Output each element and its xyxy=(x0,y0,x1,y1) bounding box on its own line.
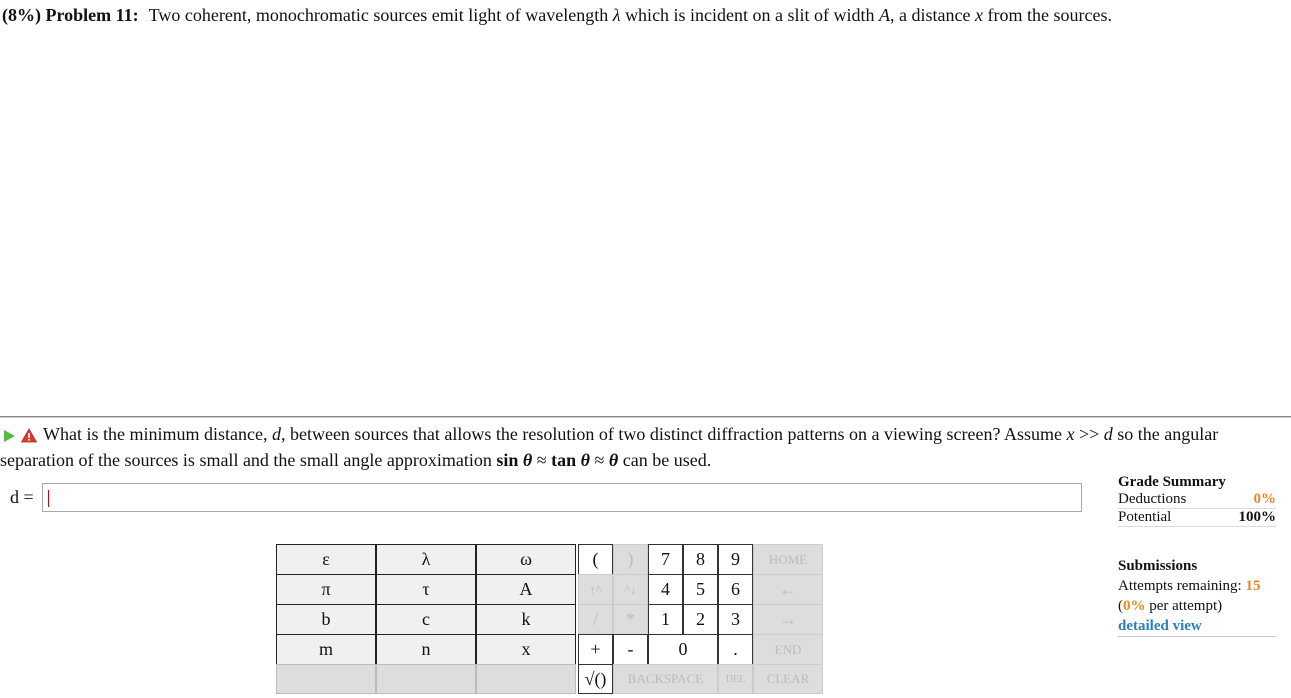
key-paren-open[interactable]: ( xyxy=(578,544,613,575)
key-home[interactable]: HOME xyxy=(753,544,823,575)
key-1[interactable]: 1 xyxy=(648,604,683,635)
key-tau[interactable]: τ xyxy=(376,574,476,605)
attempts-value: 15 xyxy=(1245,578,1261,594)
warning-icon xyxy=(21,428,37,443)
key-empty-3 xyxy=(476,664,576,694)
math-tan: tan xyxy=(551,450,577,470)
potential-row xyxy=(1118,509,1276,527)
key-8[interactable]: 8 xyxy=(683,544,718,575)
attempts-label: Attempts remaining: xyxy=(1118,578,1246,594)
grade-summary-title: Grade Summary xyxy=(1118,474,1226,490)
key-m[interactable]: m xyxy=(276,634,376,665)
question-text-c: >> xyxy=(1074,424,1104,444)
key-6[interactable]: 6 xyxy=(718,574,753,605)
key-del[interactable]: DEL xyxy=(718,664,753,694)
grade-summary xyxy=(1118,474,1276,527)
submissions-panel xyxy=(1118,556,1276,637)
key-backspace[interactable]: BACKSPACE xyxy=(613,664,718,694)
problem-text-c: , a distance xyxy=(890,5,975,25)
key-superscript[interactable]: ↑^ xyxy=(578,574,613,605)
key-lambda[interactable]: λ xyxy=(376,544,476,575)
key-minus[interactable]: - xyxy=(613,634,648,665)
symbol-theta-2: θ xyxy=(580,450,590,470)
key-c[interactable]: c xyxy=(376,604,476,635)
key-k[interactable]: k xyxy=(476,604,576,635)
answer-input[interactable] xyxy=(42,483,1082,512)
deductions-row xyxy=(1118,491,1276,509)
potential-value: 100% xyxy=(1238,509,1276,525)
key-sqrt[interactable]: √() xyxy=(578,664,613,694)
key-epsilon[interactable]: ε xyxy=(276,544,376,575)
problem-text-a: Two coherent, monochromatic sources emit light of wavelength xyxy=(148,5,613,25)
key-A[interactable]: A xyxy=(476,574,576,605)
key-4[interactable]: 4 xyxy=(648,574,683,605)
key-subscript[interactable]: ^↓ xyxy=(613,574,648,605)
key-3[interactable]: 3 xyxy=(718,604,753,635)
problem-percent: (8%) xyxy=(2,5,41,25)
key-divide[interactable]: / xyxy=(578,604,613,635)
key-empty-2 xyxy=(376,664,476,694)
key-plus[interactable]: + xyxy=(578,634,613,665)
key-dot[interactable]: . xyxy=(718,634,753,665)
attempts-line xyxy=(1118,576,1276,596)
key-multiply[interactable]: * xyxy=(613,604,648,635)
submissions-title: Submissions xyxy=(1118,558,1198,574)
key-2[interactable]: 2 xyxy=(683,604,718,635)
key-clear[interactable]: CLEAR xyxy=(753,664,823,694)
problem-statement xyxy=(2,5,1112,26)
approx-1: ≈ xyxy=(532,450,552,470)
question-text xyxy=(0,422,1291,472)
question-text-b: , between sources that allows the resolution of two distinct diffraction patterns on a viewing screen? Assume xyxy=(280,424,1067,444)
key-b[interactable]: b xyxy=(276,604,376,635)
problem-text-d: from the sources. xyxy=(983,5,1112,25)
question-text-a: What is the minimum distance, xyxy=(43,424,272,444)
play-icon[interactable] xyxy=(4,430,15,442)
detailed-view-link[interactable]: detailed view xyxy=(1118,616,1276,637)
key-9[interactable]: 9 xyxy=(718,544,753,575)
symbol-d-question: d xyxy=(1103,424,1113,444)
symbol-x: x xyxy=(975,5,983,25)
symbol-A: A xyxy=(879,5,891,25)
key-x[interactable]: x xyxy=(476,634,576,665)
section-divider xyxy=(0,416,1291,418)
key-omega[interactable]: ω xyxy=(476,544,576,575)
symbol-x-question: x xyxy=(1066,424,1075,444)
symbol-theta-3: θ xyxy=(608,450,619,470)
per-attempt-line: (0% per attempt) xyxy=(1118,598,1223,614)
key-paren-close[interactable]: ) xyxy=(613,544,648,575)
symbol-lambda: λ xyxy=(612,5,621,25)
deductions-value: 0% xyxy=(1253,491,1276,507)
key-5[interactable]: 5 xyxy=(683,574,718,605)
deductions-label: Deductions xyxy=(1118,491,1187,507)
key-pi[interactable]: π xyxy=(276,574,376,605)
question-text-e: can be used. xyxy=(618,450,712,470)
key-left-arrow[interactable]: ← xyxy=(753,574,823,605)
symbol-theta-1: θ xyxy=(522,450,533,470)
math-sin: sin xyxy=(496,450,519,470)
key-right-arrow[interactable]: → xyxy=(753,604,823,635)
key-n[interactable]: n xyxy=(376,634,476,665)
key-0[interactable]: 0 xyxy=(648,634,718,665)
per-attempt-value: 0% xyxy=(1123,598,1146,614)
answer-label: d = xyxy=(10,487,34,507)
text-caret xyxy=(48,490,49,507)
key-empty-1 xyxy=(276,664,376,694)
problem-label: Problem 11: xyxy=(45,5,139,25)
approx-2: ≈ xyxy=(590,450,609,470)
problem-text-b: which is incident on a slit of width xyxy=(620,5,880,25)
key-end[interactable]: END xyxy=(753,634,823,665)
potential-label: Potential xyxy=(1118,509,1172,525)
question-text-d: so the angular separation of the sources is small and the small angle approximation xyxy=(0,424,1219,470)
key-7[interactable]: 7 xyxy=(648,544,683,575)
symbol-d: d xyxy=(271,424,281,444)
